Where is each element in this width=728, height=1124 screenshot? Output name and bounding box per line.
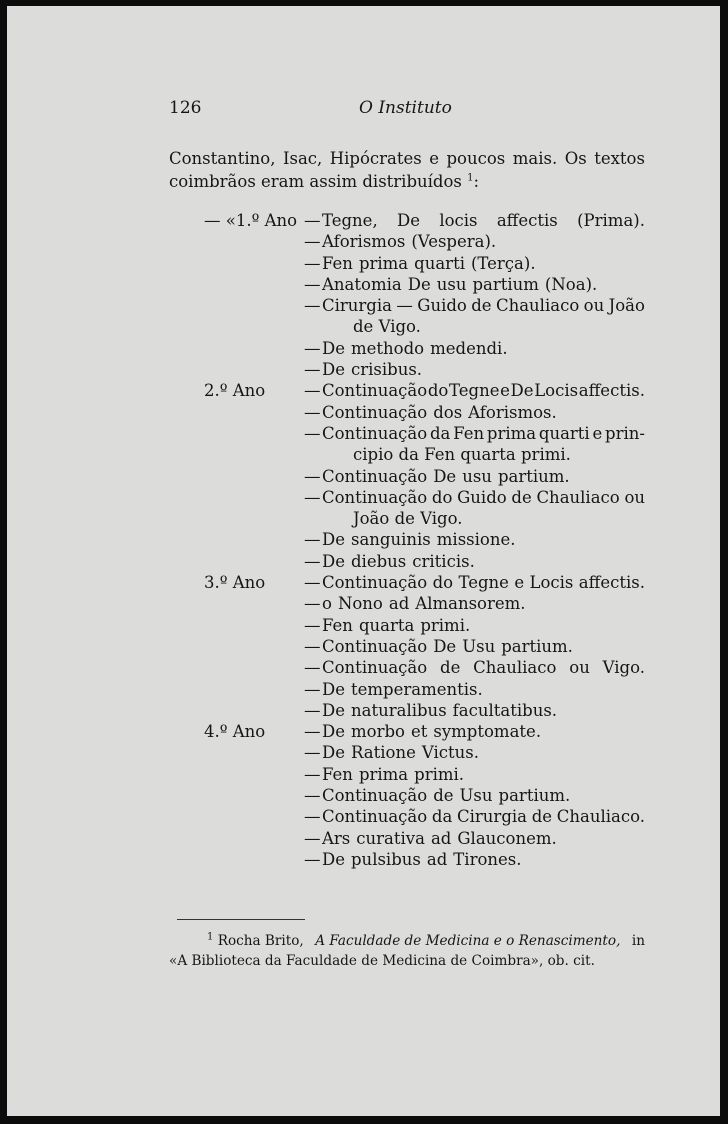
item-word: dos [433,402,463,422]
item-text [322,806,645,827]
intro-line-2-end: : [473,172,480,191]
curriculum-row [204,764,645,785]
item-word: ou [583,296,605,316]
item-dash: — [304,573,321,593]
item-dash: — [304,487,321,507]
item-word: partium. [497,466,570,486]
curriculum-row [204,593,645,614]
item-word: De [322,679,345,699]
item-dash: — [304,360,321,380]
item-word: Continuação [322,658,428,678]
curriculum-row [204,466,645,487]
item-word: De [322,849,345,869]
curriculum-row [204,487,645,508]
item-dash: — [304,338,321,358]
item-dash: — [304,296,321,316]
item-word: symptomate. [433,722,542,742]
curriculum-row [204,253,645,274]
item-word: Tegne [458,573,509,593]
item-text [322,636,645,657]
item-word: Tegne, [322,211,378,230]
curriculum-row [204,551,645,572]
item-word: ad [388,594,410,614]
item-word: e [592,423,603,443]
item-word: Guido [417,296,467,316]
item-word: De [433,636,457,656]
item-word: Cirurgia [457,807,527,827]
intro-line-2-text: coimbrãos eram assim distribuídos [169,172,462,191]
item-word: De [397,211,420,230]
item-text [322,721,645,742]
item-word: medendi. [430,338,508,358]
item-dash: — [304,828,321,848]
item-text [322,466,645,487]
intro-word: textos [594,149,645,168]
item-word: Usu [462,636,496,656]
curriculum-row [204,636,645,657]
item-text [322,231,645,252]
curriculum-row [204,529,645,550]
item-word: De [322,551,345,571]
item-text [322,423,645,444]
item-word: do [427,381,449,401]
item-word: Fen [322,764,353,784]
item-word: Cirurgia [322,296,392,316]
item-word: De [433,466,457,486]
intro-word: Isac, [282,149,323,168]
curriculum-row [204,423,645,444]
curriculum-row [204,316,645,337]
item-word: Tirones. [453,849,522,869]
item-word: affectis [496,211,558,230]
curriculum-row [204,828,645,849]
item-word: Continuação [322,487,428,507]
item-word: Ratione [351,743,416,763]
footnote-in: in [631,933,645,949]
item-text [322,359,645,380]
item-text [322,551,645,572]
item-dash: — [304,530,321,550]
item-text [322,615,645,636]
intro-word: e [429,149,439,168]
item-word: prima [486,423,537,443]
item-word: ou [569,658,590,678]
item-word: (Noa). [544,274,598,294]
item-text [322,253,645,274]
item-word: partium. [498,786,571,806]
item-word: Victus. [421,743,479,763]
item-dash: — [304,807,321,827]
footnote-mark: 1 [207,931,214,943]
item-word: ou [624,487,645,507]
item-word: De [322,743,345,763]
item-word: missione. [436,530,516,550]
year-label: 2.º Ano [204,381,266,401]
item-word: prin- [605,423,645,443]
item-word: quarta [358,615,415,635]
item-word: quarti [538,423,590,443]
curriculum-row [204,508,645,529]
intro-word: Constantino, [169,149,276,168]
intro-word: poucos [446,149,506,168]
item-word: Continuação [322,402,428,422]
item-word: Almansorem. [415,594,526,614]
footnote-author [207,931,304,951]
item-word: De [510,381,534,401]
item-continuation: João de Vigo. [353,509,463,529]
item-word: affectis. [578,573,645,593]
curriculum-row [204,806,645,827]
item-text [322,764,645,785]
item-word: de [440,658,461,678]
item-word: e [514,573,525,593]
item-word: Continuação [322,807,428,827]
item-word: Vigo. [602,658,645,678]
intro-word: mais. [512,149,558,168]
footnote-divider [177,919,305,920]
item-continuation: cipio da Fen quarta primi. [353,445,571,465]
item-word: Anatomia [322,274,402,294]
item-word: primi. [414,764,465,784]
footnote [169,931,645,971]
item-word: ad [430,828,452,848]
item-word: facultatibus. [452,700,558,720]
item-dash: — [304,402,321,422]
curriculum-row [204,700,645,721]
item-word: temperamentis. [351,679,483,699]
item-word: Nono [337,594,383,614]
item-word: ad [426,849,448,869]
item-dash: — [304,786,321,806]
item-word: et [410,722,428,742]
item-text [322,402,645,423]
curriculum-row [204,274,645,295]
item-text [322,593,645,614]
item-text [322,210,645,231]
item-text [322,785,645,806]
year-label: 4.º Ano [204,722,266,742]
curriculum-row [204,295,645,316]
item-word: Aforismos. [468,402,557,422]
item-dash: — [304,849,321,869]
item-word: quarti [414,253,465,273]
item-word: Fen [453,423,485,443]
item-text [322,657,645,678]
item-word: Continuação [322,381,428,401]
item-dash: — [304,232,321,252]
item-word: Chauliaco [495,296,580,316]
page-number: 126 [169,98,202,118]
item-word: Chauliaco [536,487,620,507]
item-word: sanguinis [351,530,431,550]
item-word: Continuação [322,573,428,593]
item-dash: — [304,423,321,443]
item-text [322,380,645,401]
item-word: partium [472,274,539,294]
item-word: De [322,530,345,550]
item-dash: — [304,466,321,486]
item-word: usu [436,274,467,294]
curriculum-row [204,444,645,465]
item-word: diebus [351,551,407,571]
curriculum-row [204,380,645,401]
item-text [322,529,645,550]
item-dash: — [304,381,321,401]
curriculum-row [204,849,645,870]
item-word: Locis [534,381,579,401]
item-word: Aforismos [322,232,406,252]
item-word: Locis [529,573,574,593]
item-word: Fen [322,253,353,273]
item-word: criticis. [412,551,475,571]
item-word: e [500,381,510,401]
item-word: (Terça). [470,253,536,273]
curriculum-list [204,210,645,870]
item-text [322,295,645,316]
item-word: Continuação [322,466,428,486]
item-word: de [471,296,492,316]
item-word: Fen [322,615,353,635]
item-word: De [407,274,431,294]
item-text [322,828,645,849]
item-word: De [322,360,345,380]
intro-paragraph [169,147,645,193]
item-dash: — [304,658,321,678]
item-dash: — [304,636,321,656]
item-dash: — [304,253,321,273]
item-dash: — [304,211,321,230]
item-word: prima [358,764,409,784]
item-word: do [431,487,453,507]
item-word: João [608,296,645,316]
item-dash: — [304,594,321,614]
curriculum-row [204,615,645,636]
item-word: curativa [356,828,425,848]
intro-line-1 [169,147,645,170]
item-dash: — [304,722,321,742]
item-text [322,700,645,721]
item-word: — [396,296,413,316]
item-word: affectis. [578,381,645,401]
intro-word: Os [564,149,587,168]
curriculum-row [204,657,645,678]
item-continuation: de Vigo. [353,317,421,337]
item-dash: — [304,700,321,720]
curriculum-row [204,721,645,742]
item-word: de [531,807,553,827]
item-text [322,849,645,870]
item-word: crisibus. [351,360,423,380]
curriculum-row [204,359,645,380]
item-text [322,679,645,700]
curriculum-row [204,231,645,252]
footnote-line-1 [169,931,645,951]
curriculum-row [204,402,645,423]
intro-word: Hipócrates [329,149,422,168]
item-text [322,274,645,295]
curriculum-row [204,210,645,231]
item-word: Chauliaco. [556,807,645,827]
document-page [7,6,720,1116]
item-word: pulsibus [351,849,421,869]
item-word: Chauliaco [473,658,557,678]
item-word: primi. [420,615,471,635]
item-word: prima [358,253,409,273]
item-word: Tegne [449,381,500,401]
footnote-book-title: A Faculdade de Medicina e o Renascimento, [315,933,621,949]
year-label: 3.º Ano [204,573,266,593]
item-dash: — [304,615,321,635]
item-word: o [322,594,332,614]
running-title: O Instituto [359,98,452,118]
item-word: Continuação [322,423,428,443]
year-label: — «1.º Ano [204,211,298,230]
curriculum-row [204,338,645,359]
item-word: Guido [457,487,507,507]
item-text [322,742,645,763]
item-dash: — [304,764,321,784]
item-word: De [322,338,345,358]
item-dash: — [304,274,321,294]
item-word: Glauconem. [457,828,557,848]
item-word: Ars [322,828,351,848]
item-word: de [433,786,454,806]
item-word: naturalibus [351,700,447,720]
item-word: do [432,573,454,593]
item-word: de [511,487,532,507]
item-word: Continuação [322,636,428,656]
curriculum-row [204,785,645,806]
item-word: da [431,807,453,827]
footnote-line-2: «A Biblioteca da Faculdade de Medicina de Coimbra», ob. cit. [169,953,595,969]
curriculum-row [204,679,645,700]
footnote-author-name: Rocha Brito, [217,933,304,949]
item-word: morbo [351,722,405,742]
item-word: De [322,722,345,742]
item-word: Continuação [322,786,428,806]
item-word: (Vespera). [411,232,497,252]
item-word: locis [439,211,478,230]
footnote-ref: 1 [467,172,474,184]
curriculum-row [204,742,645,763]
item-word: Usu [459,786,493,806]
item-dash: — [304,551,321,571]
item-text [322,572,645,593]
item-text [322,487,645,508]
item-word: usu [462,466,492,486]
item-dash: — [304,743,321,763]
item-word: De [322,700,345,720]
item-dash: — [304,679,321,699]
item-word: partium. [501,636,573,656]
item-word: da [429,423,451,443]
intro-line-2 [169,170,645,193]
item-word: (Prima). [577,211,645,230]
item-text [322,338,645,359]
curriculum-row [204,572,645,593]
item-word: methodo [351,338,425,358]
